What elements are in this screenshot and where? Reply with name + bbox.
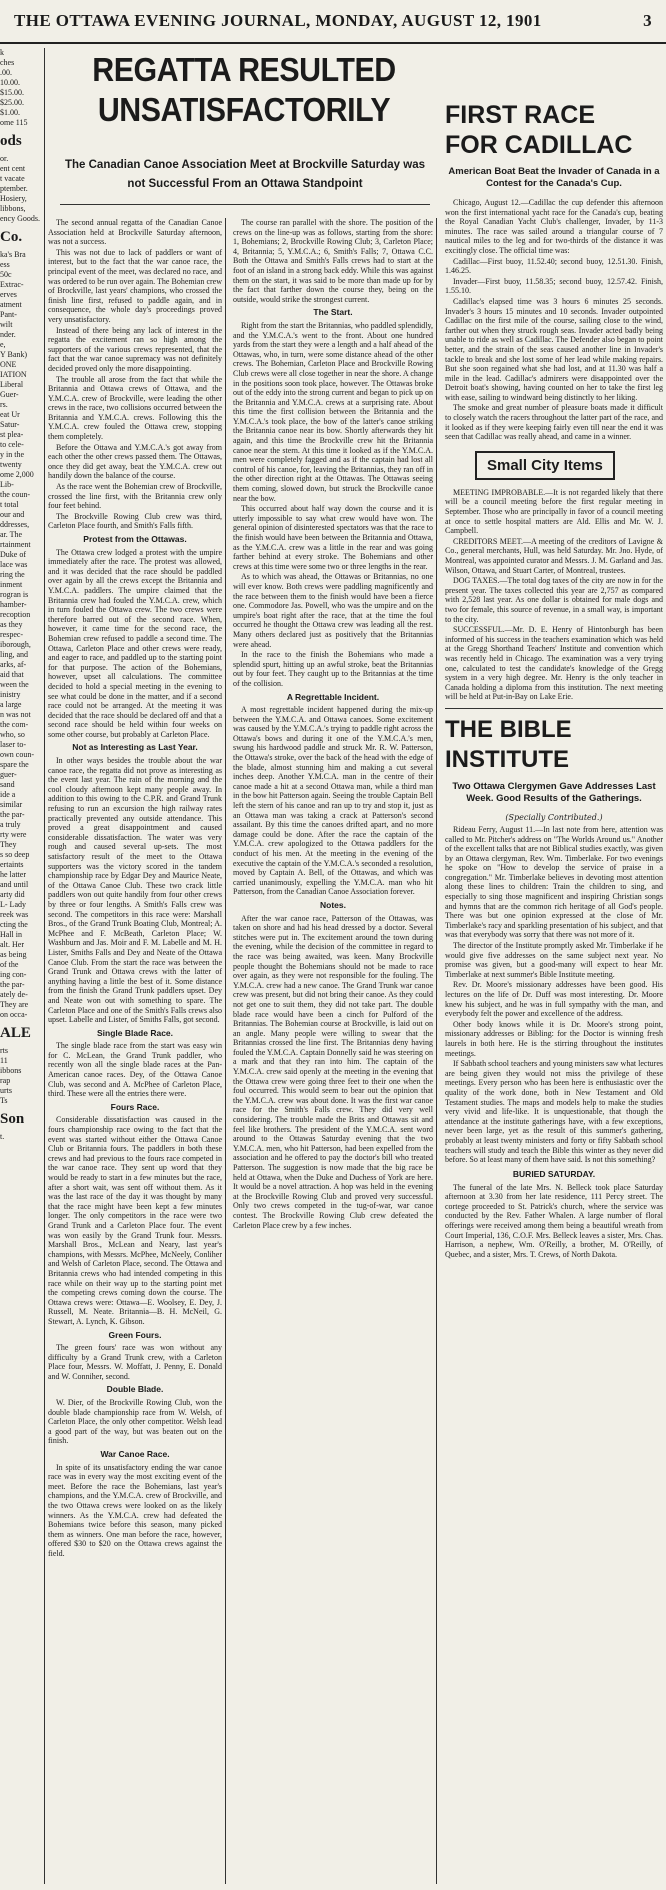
masthead (0, 0, 666, 44)
cadillac-deck: American Boat Beat the Invader of Canada in a Contest for the Canada's Cup. (448, 166, 660, 189)
fragment-text: the com- (0, 720, 29, 729)
paragraph: Cadillac—First buoy, 11.52.40; second buoy, 12.51.30. Finish, 1.46.25. (445, 256, 663, 276)
fragment-text: Hosiery, (0, 194, 27, 203)
fragment-text: ods (0, 133, 22, 149)
fragment-text: sand (0, 780, 15, 789)
fragment-text: arty did (0, 890, 25, 899)
cadillac-headline-line-1: FIRST RACE (445, 101, 595, 129)
article-column-1 (48, 218, 226, 1884)
fragment-text: eat Ur (0, 410, 20, 419)
fragment-text: ALE (0, 1025, 31, 1041)
fragment-text: arks, af- (0, 660, 27, 669)
paragraph: W. Dier, of the Brockville Rowing Club, won the double blade championship race from W. Welsh, of Carleton Place, the only other competitor. Welsh lead a good part of the way, but was beaten out on the finish. (48, 1398, 222, 1446)
paragraph: Rev. Dr. Moore's missionary addresses have been good. His lectures on the life of Dr. Duff was most interesting. Dr. Moore knew his subject, and he was in full sympathy with the man, and everybody felt the power and excellence of the address. (445, 980, 663, 1019)
fragment-text: t. (0, 1132, 5, 1141)
page-number: 3 (643, 11, 652, 30)
fragment-text: of the (0, 960, 19, 969)
fragment-text: libbons, (0, 204, 26, 213)
fragment-text: ween the (0, 680, 29, 689)
fragment-text: inistry (0, 690, 21, 699)
byline: (Specially Contributed.) (505, 812, 603, 822)
paragraph: If Sabbath school teachers and young ministers saw what lectures are being given they would not miss the privilege of these meetings. Every person who has been here is enthusiastic over the quality of the work done, both in New Testament and Old Testament studies. The maps and models help to make the studies very vivid and life-like. It is unquestionable, that though the attendance at the institute gatherings have, with a few exceptions, never been large, yet as the result of this summer's gathering, probably at least twenty ministers and forty or fifty Sabbath school teachers will study and teach the Bible this winter as they never did before. So at least many of them have said. Is not this something? (445, 1059, 663, 1165)
fragment-text: the par- (0, 810, 25, 819)
fragment-text: rs. (0, 400, 8, 409)
main-headline (52, 50, 436, 130)
cadillac-headline-line-2: FOR CADILLAC (445, 131, 633, 159)
fragment-text: twenty (0, 460, 22, 469)
fragment-text: as being (0, 950, 27, 959)
headline-line-2: UNSATISFACTORILY (97, 91, 391, 128)
main-deck: The Canadian Canoe Association Meet at Brockville Saturday was not Successful From an Ottawa Standpoint (60, 156, 430, 205)
fragment-text: st plea- (0, 430, 24, 439)
fragment-text: ka's Bra (0, 250, 26, 259)
fragment-text: .00. (0, 68, 12, 77)
subhead: Fours Race. (110, 1101, 160, 1112)
article-column-2 (230, 218, 437, 1884)
paragraph: The trouble all arose from the fact that while the Britannia and Ottawa crews of Ottawa, and the Y.M.C.A. crew of Brockville, were leading the other crews in the race, two collisions occurred between the Britannia and Y.M.C.A. crews. Following this the Y.M.C.A. crew fouled the Ottawa crew, stopping them completely. (48, 374, 222, 442)
fragment-text: $1.00. (0, 108, 20, 117)
fragment-text: rty were (0, 830, 27, 839)
small-city-items-heading: Small City Items (475, 451, 615, 480)
fragment-text: recoption (0, 610, 31, 619)
fragment-text: ome 115 (0, 118, 28, 127)
paragraph: The single blade race from the start was easy win for C. McLean, the Grand Trunk paddler, who recently won all the single blade races at the Pan-American canoe races. Dey, of the Ottawa Canoe Club, was second and A. McPhee of Carleton Place, third. These were all the entries there were. (48, 1041, 222, 1099)
paragraph: Instead of there being any lack of interest in the regatta the excitement ran so high among the supporters of the various crews represented, that the fact that the war canoe supremacy was not definitely decided proved only the more disappointing. (48, 325, 222, 373)
fragment-text: guer- (0, 770, 17, 779)
fragment-text: 11 (0, 1056, 8, 1065)
fragment-text: on occa- (0, 1010, 28, 1019)
fragment-text: ibbons (0, 1066, 22, 1075)
fragment-text: laser to- (0, 740, 26, 749)
fragment-text: Co. (0, 229, 23, 245)
fragment-text: e, (0, 340, 6, 349)
paragraph: Invader—First buoy, 11.58.35; second buoy, 12.57.42. Finish, 1.55.10. (445, 276, 663, 296)
subhead: Not as Interesting as Last Year. (72, 742, 198, 753)
fragment-text: the coun- (0, 490, 30, 499)
subhead: Single Blade Race. (96, 1027, 174, 1038)
paragraph: As to which was ahead, the Ottawas or Britannias, no one will ever know. Both crews were paddling magnificently and the race between them to the finish would have been a fierce one. Commodore Jas. Powell, who was the umpire and on the umpire's boat right after the race, that at the time the foul occurred he thought the Ottawa crew was leading all the rest. Many others declared just as positively that the Britannias were ahead. (233, 572, 433, 649)
fragment-text: ring the (0, 570, 25, 579)
fragment-text: L- Lady (0, 900, 26, 909)
fragment-text: or. (0, 154, 9, 163)
buried-saturday-heading: BURIED SATURDAY. (512, 1168, 596, 1179)
fragment-text: Hall in (0, 930, 22, 939)
paragraph: A most regrettable incident happened during the mix-up between the Y.M.C.A. and Ottawa canoes. Some excitement was caused by the Y.M.C.A.'s trying to paddle right across the Ottawa's bows and during it one of the Y.M.C.A.'s men, swung his hardwood paddle and struck Mr. R. W. Patterson, the Ottawa's stroke, over the back of the head with the edge of the blade, almost stunning him and making a cut several inches deep. Another Y.M.C.A. man in the centre of their canoe made a hit at a second Ottawa man, while a third man in the bow hit Patterson again. Seeing the trouble Captain Bell left the stern of his canoe and ran up to try and stop it, just as an Ottawa man was taking a crack at Patterson's second assailant. By this time the canoes drifted apart, and no more damage could be done. After the race the captain of the Y.M.C.A. crew apologized to the Ottawa paddlers for the conduct of his men. At the meeting in the evening of the executive the captain of the Y.M.C.A.'s seconded a resolution, moved by Captain A. Bell, of the Ottawas, and which was carried unanimously, expelling the Y.M.C.A. man who hit Patterson, from the Canadian Canoe Association forever. (233, 705, 433, 897)
fragment-text: ertaints (0, 860, 24, 869)
paragraph: As the race went the Bohemian crew of Brockville, crossed the line first, with the Britannia crew only four feet behind. (48, 482, 222, 511)
subhead: War Canoe Race. (100, 1449, 170, 1460)
fragment-text: IATION (0, 370, 27, 379)
paragraph: The director of the Institute promptly asked Mr. Timberlake if he would give five addresses on the same subject next year. No promise was given, but a good-many will expect to hear Mr. Timberlake at next summer's Bible Institute meeting. (445, 941, 663, 979)
fragment-text: s so deep (0, 850, 30, 859)
fragment-text: ome 2,000 (0, 470, 34, 479)
paragraph: After the war canoe race, Patterson of the Ottawas, was taken on shore and had his head dressed by a doctor. Several stitches were put in. The excitement around the town during the evening, while the decision of the committee in regard to the race was being awaited, was keen. Many Brockville people thought the Bohemians should not be made to race over again, as they were not responsible for the fouling. The Y.M.C.A. crew had a new canoe. The Grand Trunk war canoe crew was present, but did not bring their canoe. As they could not get one to suit them, they did not take part. The double blade race would have been a cinch for Pulford of the Britannias. The Bohemian course at Brockville, is laid out on an angle. Many people were willing to swear that the Britannias crossed the line first. The Britannias deny having fouled the Y.M.C.A. Captain Donnelly said he was steering on a mark and that they ran into him. The captain of the Y.M.C.A. crew said openly at the meeting in the evening that the Ottawa crew were going three feet to their one when the foul occurred. This would seem to bear out the opinion that the Y.M.C.A. crew was about done. It was the first war canoe race for the Smith's Falls crew. They did very well considering. The trouble made the Brits and Ottawas sit and feel like brothers. The president of the Y.M.C.A. sent word around to the Ottawas Saturday evening that the two Y.M.C.A. men, who hit Patterson, had been expelled from the association and he offered to pay the doctor's bill who treated Patterson. The suggestion is now made that the big race be held at Ottawa, when the Duke and Duchess of York are here. It would be a novel attraction. A hop was held in the evening at the Brockville Rowing Club and proved very successful. Only two crews competed in the tug-of-war, war canoe contest. The Brockville Rowing Club crew defeated the Carleton Place crew by a few inches. (233, 913, 433, 1230)
paragraph: This occurred about half way down the course and it is utterly impossible to say what crew would have won. The general opinion of disinterested spectators was that the race to the finish would have been between the Britannia and Ottawa, as the Y.M.C.A. crew was a little in the rear and was going farther behind at every stroke. The Bohemians and other crews at this time were some two or three lengths in the rear. (233, 504, 433, 571)
fragment-text: They (0, 840, 17, 849)
paragraph: MEETING IMPROBABLE.—It is not regarded likely that there will be a council meeting before the first regular meeting in September. Those who are principally in favor of a council meeting at once to settle hospital matters are Ald. Ellis and Mr. W. J. Campbell. (445, 487, 663, 536)
fragment-text: ONE (0, 360, 17, 369)
fragment-text: lace was (0, 560, 28, 569)
fragment-text: ent cent (0, 164, 26, 173)
fragment-text: rap (0, 1076, 11, 1085)
fragment-text: a large (0, 700, 22, 709)
fragment-text: urts (0, 1086, 12, 1095)
fragment-text: Guer- (0, 390, 19, 399)
fragment-text: They are (0, 1000, 29, 1009)
bible-institute-headline (445, 715, 663, 775)
subhead: The Start. (313, 307, 353, 318)
fragment-text: similar (0, 800, 23, 809)
subhead: Protest from the Ottawas. (83, 534, 187, 544)
divider (445, 708, 663, 709)
cadillac-headline (445, 100, 663, 160)
fragment-text: atment (0, 300, 22, 309)
fragment-text: hamber- (0, 600, 27, 609)
fragment-text: nder. (0, 330, 16, 339)
fragment-text: to cele- (0, 440, 24, 449)
fragment-text: wilt (0, 320, 13, 329)
fragment-text: ing con- (0, 970, 27, 979)
left-fragment-column (0, 48, 45, 1884)
paragraph: The smoke and great number of pleasure boats made it difficult to closely watch the racers throughout the latter part of the race, and it looked as if they were keeping fairly even till near the end it was seen that Cadillac was really ahead, and came in a winner. (445, 403, 663, 442)
fragment-text: Pant- (0, 310, 17, 319)
fragment-text: Duke of (0, 550, 26, 559)
paragraph: Other body knows while it is Dr. Moore's strong point, missionary addresses or Bibling: for the Doctor is winning fresh laurels in both here. He is the stirring throughout the institutes meetings. (445, 1019, 663, 1058)
fragment-text: ling, and (0, 650, 28, 659)
paragraph: The green fours' race was won without any difficulty by a Grand Trunk crew, with a Carleton Place four, Messrs. W. Moffatt, J. Penny, E. Donald and W. Conniher, second. (48, 1343, 222, 1381)
fragment-text: cting the (0, 920, 28, 929)
fragment-text: Satur- (0, 420, 20, 429)
fragment-text: who, so (0, 730, 25, 739)
fragment-text: Liberal (0, 380, 24, 389)
fragment-text: ency Goods. (0, 214, 40, 223)
fragment-text: Lib- (0, 480, 14, 489)
fragment-text: rogran is (0, 590, 29, 599)
fragment-text: $25.00. (0, 98, 24, 107)
paragraph: Cadillac's elapsed time was 3 hours 6 minutes 25 seconds. Invader's 3 hours 15 minutes and 10 seconds. Invader outpointed Cadillac on the first mile of the course, sailing close to the wind, farther out when they struck rough seas. Invader acted badly being unable to ride as well as Cadillac. The Defender also began to point better, and the strain of the seas caused another line in Invader's tackle to break and she lost some of her lead while making repairs. But she soon regained what she had lost, and at 11.30 was half a mile in the lead. Cadillac's admirers were disappointed over the Detroit boat's showing, having counted on her to take the first leg with ease, sailing to windward being distinctly to her liking. (445, 296, 663, 402)
fragment-text: iborough, (0, 640, 31, 649)
subhead: A Regrettable Incident. (286, 691, 380, 702)
fragment-text: Ts (0, 1096, 8, 1105)
fragment-text: ately de- (0, 990, 28, 999)
fragment-text: and until (0, 880, 29, 889)
fragment-text: aid that (0, 670, 24, 679)
fragment-text: ddresses, (0, 520, 30, 529)
fragment-text: spare the (0, 760, 29, 769)
paragraph: Right from the start the Britannias, who paddled splendidly, and the Y.M.C.A.'s went to the front. About one hundred yards from the start they were a length and a half ahead of the Ottawas, who, in turn, were some distance ahead of the other crews. The Bohemian, Carleton Place and Brockville Rowing Club crews were all close together in near the shore. A change in the positions soon took place, however. The Ottawas broke out of the eddy into the strong current and began to pick up on the Britannia and Y.M.C.A. crews at a surprising rate. About this time the first collision between the Britannia and the Y.M.C.A.'s took place, the bow of the latter's canoe striking the Britannia canoe near its bow. Shortly afterwards they hit again, and this time the Brockville crew hit the Britannia canoe near the stern. At this time it looked as if the Y.M.C.A. men were completely fagged and as if the captain had lost all control of his canoe, for, leaving the Britannias, they ran off in the other direction right at the Ottawas. The Ottawas seeing them coming, slowed down, but struck the Brockville canoe near the bow. (233, 320, 433, 503)
subhead: Green Fours. (108, 1329, 162, 1340)
paragraph: DOG TAXES.—The total dog taxes of the city are now in for the present year. The taxes collected this year are 2,757 as compared with 2,528 last year. As one dollar is obtained for male dogs and two for female, this source of revenue, in a small way, is important to the city. (445, 576, 663, 624)
fragment-text: he latter (0, 870, 26, 879)
fragment-text: ess (0, 260, 10, 269)
fragment-text: Y Bank) (0, 350, 28, 359)
bible-headline-line-1: THE BIBLE (445, 715, 572, 743)
paragraph: The course ran parallel with the shore. The position of the crews on the line-up was as follows, starting from the shore: 1, Bohemians; 2, Brockville Rowing Club; 3, Carleton Place; 4, Britannia; 5, Y.M.C.A.; 6, Smith's Falls; 7, Ottawa C.C. Both the Ottawa and Smith's Falls crews had to start at the foot of an island in a strong back eddy. While this was against them on the start, it was said to be more than made up for by the fact that farther down the course they, being on the outside, would strike the strongest current. (233, 218, 433, 304)
fragment-text: rts (0, 1046, 8, 1055)
paragraph: This was not due to lack of paddlers or want of interest, but to the fact that the war canoe race, the principal event of the meet, was declared no race, and was ordered to be run over again. The Bohemian crew of Brockville, last years' champions, who crossed the finish line first, refused to paddle again, and in consequence, the whole day's proceedings proved very unsatisfactory. (48, 247, 222, 324)
paragraph: The funeral of the late Mrs. N. Belleck took place Saturday afternoon at 3.30 from her late residence, 111 Percy street. The cortege proceeded to St. Patrick's church, where the service was conducted by the Rev. Father Whalen. A large number of floral offerings were received among them being a beautiful wreath from Court Imperial, 136, C.O.F. Mrs. Belleck leaves a sister, Mrs. Chas. Harrison, a nephew, Wm. O'Reilly, a brother, M. O'Reilly, of Quebec, and a sister, Mrs. T. Crews, of North Dakota. (445, 1182, 663, 1259)
paragraph: Chicago, August 12.—Cadillac the cup defender this afternoon won the first international yacht race for the Canada's cup, beating the Royal Canadian Yacht Club's challenger, Invader, by 11-3 minutes. The race was sailed around a triangular course of 7 nautical miles to the leg and for two-thirds of the distance it was excitingly close. The official time was: (445, 198, 663, 255)
headline-line-1: REGATTA RESULTED (92, 51, 396, 88)
paragraph: The second annual regatta of the Canadian Canoe Association held at Brockville Saturday afternoon, was not a success. (48, 218, 222, 247)
paragraph: In spite of its unsatisfactory ending the war canoe race was in every way the most exciting event of the meet. Before the race the Bohemians, last year's champions, and the Y.M.C.A. crew of Brockville, and the two Ottawa crews were looked on as the likely winners. As the Y.M.C.A. crew had defeated the Bohemians twice before this season, many picked them as winners. One man before the race, however, offered $30 to $20 on the Ottawa crews against the field. (48, 1462, 222, 1558)
fragment-text: Son (0, 1111, 25, 1127)
paragraph: The Brockville Rowing Club crew was third, Carleton Place fourth, and Smith's Falls fifth. (48, 511, 222, 531)
fragment-text: the par- (0, 980, 25, 989)
fragment-text: a truly (0, 820, 21, 829)
fragment-text: as they (0, 620, 23, 629)
fragment-text: reek was (0, 910, 29, 919)
paragraph: CREDITORS MEET.—A meeting of the creditors of Lavigne & Co., general merchants, Hull, was held Saturday. Mr. Jno. Hyde, of Montreal, was appointed curator and Messrs. J. M. Garland and Jas. Wilson, Ottawa, and Stuart Carter, of Montreal, trustees. (445, 536, 663, 575)
paragraph: In other ways besides the trouble about the war canoe race, the regatta did not prove as interesting as the event last year. The rain of the morning and the cool cloudy afternoon kept many people away. In addition to this owing to the C.P.R. and Grand Trunk refusing to run an excursion the high railway rates practically prevented any outside attendance. This proved a great disappointment and caused considerable dissatisfaction. The water was very rough and caused several up-sets. The most satisfactory result of the meet to the Ottawa supporters was the victory scored in the tandem championship race by Edgar Dey and Maurice Neate, of the Ottawa Canoe Club. These two crack little paddlers won out quite handily from four other crews by three or four lengths. A Smith's Falls crew was second. The competitors in this race were: Marshall Bros., of the Grand Trunk Boating Club, Montreal; A. McPhee and F. McBeath, Carleton Place; W. Washburn and Jas. Moir and F. M. Labelle and M. H. Lister, Smiths Falls and Dey and Neate of the Ottawa Canoe Club. From the start the race was between the Grand Trunk and Ottawa crews with the latter of anything having a little the best of it. Some distance from the finish the Grand Trunk paddlers upset. Dey and Neate won out with something to spare. The Carleton Place and one of the Smith's Falls crews also upset. Labelle and Lister, of Smiths Falls, got second. (48, 756, 222, 1025)
fragment-text: our and (0, 510, 25, 519)
fragment-text: t vacate (0, 174, 25, 183)
fragment-text: erves (0, 290, 17, 299)
paragraph: The Ottawa crew lodged a protest with the umpire immediately after the race. The protest was allowed, and it was decided that the race should be paddled over again by all the crews except the Britannia and Y.M.C.A. paddlers. The umpire claimed that the Britannia crew had fouled the Y.M.C.A. crew, which in turn fouled the Ottawa crew. The two crews were therefore barred out of the second race. When, however, it came time for the second race, the Bohemian crew refused to paddle a second time. The Ottawa, Carleton Place and other crews were ready, and eager to race, and paddled up to the starting point for that purpose. The action of the Bohemians, however, upset all calculations. The committee decided to hold a special meeting in the evening to see what could be done in the matter, and if a second race could not be arranged. At the meeting it was decided that the race should be declared off and that a second race should be held within four weeks on some other course, but probably at Carleton Place. (48, 547, 222, 739)
fragment-text: ar. The (0, 530, 23, 539)
fragment-text: k (0, 48, 4, 57)
paragraph: SUCCESSFUL.—Mr. D. E. Henry of Hintonburgh has been informed of his success in the teachers examination which was held at the Gregg Shorthand Teachers' Institute and convention which was recently held in Chicago. The examination was a very trying one, calculated to test the candidate's knowledge of the Gregg system in a very high degree. Mr. Henry is the only teacher in Canada holding a diploma from this institution. The next meeting will be held at Put-in-Bay on Lake Erie. (445, 625, 663, 702)
fragment-text: ide a (0, 790, 16, 799)
fragment-text: Extrac- (0, 280, 24, 289)
paragraph: In the race to the finish the Bohemians who made a splendid spurt, hitting up an awful stroke, beat the Britannias out by four feet. They caught up to the Britannias at the time of the collision. (233, 650, 433, 688)
fragment-text: t total (0, 500, 19, 509)
bible-headline-line-2: INSTITUTE (445, 745, 569, 773)
fragment-text: 10.00. (0, 78, 20, 87)
fragment-text: 50c (0, 270, 12, 279)
fragment-text: $15.00. (0, 88, 24, 97)
masthead-title: THE OTTAWA EVENING JOURNAL, MONDAY, AUGUST 12, 1901 (14, 11, 542, 30)
fragment-text: rtainment (0, 540, 31, 549)
paragraph: Before the Ottawa and Y.M.C.A.'s got away from each other the other crews passed them. The Ottawas, once they did get away, beat the Y.M.C.A. crew out handily down the balance of the course. (48, 442, 222, 481)
paragraph: Rideau Ferry, August 11.—In last note from here, attention was called to Mr. Pitcher's address on "The Worlds Around us." Another of the excellent talks that are not Biblical studies exactly, was given by an Ottawa clergyman, Rev. Wm. Timberlake. For two evenings he spoke on "How to develop the service of praise in a congregation." Mr. Timberlake believes in devoting most attention along these lines to children: Train the children to sing, and especially to sing those magnificent and inspiring Christian songs and hymns that are the common rich heritage of all God's people. There was but one opinion expressed at the close of Mr. Timberlake's racy and sparkling presentation of his subject, and that was that everybody was sorry that there was not more of it. (445, 824, 663, 940)
fragment-text: ches (0, 58, 15, 67)
fragment-text: y in the (0, 450, 24, 459)
subhead: Double Blade. (106, 1384, 164, 1395)
fragment-text: n was not (0, 710, 31, 719)
fragment-text: inment (0, 580, 23, 589)
paragraph: Considerable dissatisfaction was caused in the fours championship race owing to the fact that the event was started without either the Ottawa Canoe Club or Britannia fours. The paddlers in both these crews and had previous to the fours race competed in the war canoe race. They sent up word that they would be ready to start in a few minutes but the race, after a short wait, was sent off without them. As it was the last race of the day it was thought by many that the race might have been kept a few minutes longer. The only competitors in the race were two Grand Trunk and a Carleton Place four. The event was won easily by the Grand Trunk four. Messrs. Marshall Bros., McLean and Neary, last year's champions, with Messrs. McPhee, McNeely, Conliher and Welsh of Carleton Place, second. The Ottawa and Britannia crews who had intended competing in this race while on their way up to the starting point met the competing crews coming down the course. The Ottawa crews were: Ottawa—E. Woolsey, E. Dey, J. Russell, M. Neate. Britannia—B. H. McNeil, G. Stewart, A. Lynch, K. Gibson. (48, 1115, 222, 1326)
right-column (441, 48, 663, 1884)
fragment-text: own coun- (0, 750, 34, 759)
subhead: Notes. (320, 899, 346, 910)
fragment-text: respec- (0, 630, 24, 639)
fragment-text: ptember. (0, 184, 28, 193)
fragment-text: alt. Her (0, 940, 24, 949)
bible-deck: Two Ottawa Clergymen Gave Addresses Last Week. Good Results of the Gatherings. (452, 780, 656, 804)
